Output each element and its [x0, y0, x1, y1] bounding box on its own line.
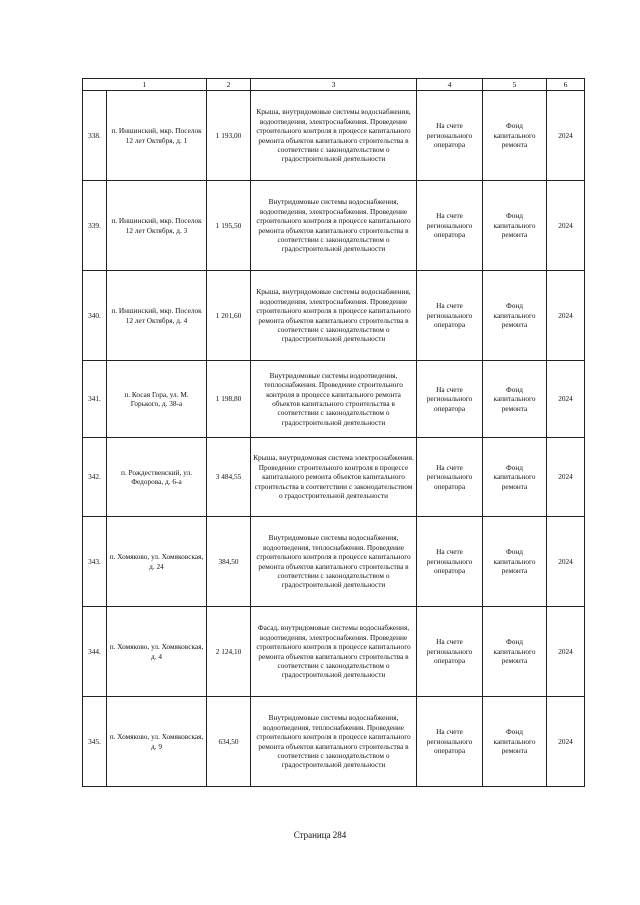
fund-cell: Фонд капитального ремонта: [483, 607, 547, 697]
funding-cell: На счете регионального оператора: [417, 438, 483, 517]
row-number: 340.: [83, 271, 107, 361]
address-cell: п. Хомяково, ул. Хомяковская, д. 24: [107, 517, 207, 607]
table-body: [83, 91, 585, 787]
works-cell: Внутридомовые системы водоснабжения, водоотведения, электроснабжения. Проведение строительного контроля в процессе капитального ремонта объектов капитального строительства в соответствии с законодательством о градостроительной деятельности: [251, 181, 417, 271]
fund-cell: Фонд капитального ремонта: [483, 697, 547, 787]
header-col-4: 4: [417, 79, 483, 91]
table-row: [83, 91, 585, 181]
fund-cell: Фонд капитального ремонта: [483, 181, 547, 271]
address-cell: п. Хомяково, ул. Хомяковская, д. 9: [107, 697, 207, 787]
table-row: [83, 517, 585, 607]
address-cell: п. Иншинский, мкр. Поселок 12 лет Октября, д. 1: [107, 91, 207, 181]
table-row: [83, 271, 585, 361]
works-cell: Внутридомовые системы водоснабжения, водоотведения, теплоснабжения. Проведение строительного контроля в процессе капитального ремонта объектов капитального строительства в соответствии с законодательством о градостроительной деятельности: [251, 697, 417, 787]
row-number: 345.: [83, 697, 107, 787]
header-col-2: 2: [207, 79, 251, 91]
area-cell: 1 198,80: [207, 361, 251, 438]
address-cell: п. Косая Гора, ул. М. Горького, д. 38-а: [107, 361, 207, 438]
table-row: [83, 361, 585, 438]
works-cell: Внутридомовые системы водоснабжения, водоотведения, теплоснабжения. Проведение строительного контроля в процессе капитального ремонта объектов капитального строительства в соответствии с законодательством о градостроительной деятельности: [251, 517, 417, 607]
address-cell: п. Хомяково, ул. Хомяковская, д. 4: [107, 607, 207, 697]
address-cell: п. Иншинский, мкр. Поселок 12 лет Октября, д. 3: [107, 181, 207, 271]
year-cell: 2024: [547, 607, 585, 697]
fund-cell: Фонд капитального ремонта: [483, 361, 547, 438]
row-number: 344.: [83, 607, 107, 697]
funding-cell: На счете регионального оператора: [417, 361, 483, 438]
table-row: [83, 607, 585, 697]
works-cell: Внутридомовые системы водоотведения, теплоснабжения. Проведение строительного контроля в процессе капитального ремонта объектов капитального строительства в соответствии с законодательством о градостроительной деятельности: [251, 361, 417, 438]
year-cell: 2024: [547, 438, 585, 517]
row-number: 341.: [83, 361, 107, 438]
header-col-5: 5: [483, 79, 547, 91]
year-cell: 2024: [547, 517, 585, 607]
year-cell: 2024: [547, 271, 585, 361]
address-cell: п. Рождественский, ул. Федорова, д. 6-а: [107, 438, 207, 517]
works-cell: Крыша, внутридомовые системы водоснабжения, водоотведения, электроснабжения. Проведение строительного контроля в процессе капитального ремонта объектов капитального строительства в соответствии с законодательством о градостроительной деятельности: [251, 91, 417, 181]
row-number: 343.: [83, 517, 107, 607]
row-number: 338.: [83, 91, 107, 181]
fund-cell: Фонд капитального ремонта: [483, 271, 547, 361]
year-cell: 2024: [547, 91, 585, 181]
year-cell: 2024: [547, 181, 585, 271]
row-number: 339.: [83, 181, 107, 271]
area-cell: 1 201,60: [207, 271, 251, 361]
works-cell: Фасад, внутридомовые системы водоснабжения, водоотведения, электроснабжения. Проведение строительного контроля в процессе капитального ремонта объектов капитального строительства в соответствии с законодательством о градостроительной деятельности: [251, 607, 417, 697]
fund-cell: Фонд капитального ремонта: [483, 517, 547, 607]
area-cell: 3 484,55: [207, 438, 251, 517]
table-row: [83, 697, 585, 787]
header-col-3: 3: [251, 79, 417, 91]
funding-cell: На счете регионального оператора: [417, 517, 483, 607]
funding-cell: На счете регионального оператора: [417, 91, 483, 181]
area-cell: 634,50: [207, 697, 251, 787]
area-cell: 1 193,00: [207, 91, 251, 181]
fund-cell: Фонд капитального ремонта: [483, 438, 547, 517]
works-cell: Крыша, внутридомовые системы водоснабжения, водоотведения, электроснабжения. Проведение строительного контроля в процессе капитального ремонта объектов капитального строительства в соответствии с законодательством о градостроительной деятельности: [251, 271, 417, 361]
funding-cell: На счете регионального оператора: [417, 607, 483, 697]
area-cell: 2 124,10: [207, 607, 251, 697]
address-cell: п. Иншинский, мкр. Поселок 12 лет Октября, д. 4: [107, 271, 207, 361]
year-cell: 2024: [547, 697, 585, 787]
row-number: 342.: [83, 438, 107, 517]
area-cell: 384,50: [207, 517, 251, 607]
repair-program-table: [82, 78, 585, 787]
area-cell: 1 195,50: [207, 181, 251, 271]
page-number: Страница 284: [293, 830, 347, 840]
funding-cell: На счете регионального оператора: [417, 181, 483, 271]
header-col-6: 6: [547, 79, 585, 91]
works-cell: Крыша, внутридомовая система электроснабжения. Проведение строительного контроля в процессе капитального ремонта объектов капитального строительства в соответствии с законодательством о градостроительной деятельности: [251, 438, 417, 517]
funding-cell: На счете регионального оператора: [417, 697, 483, 787]
table-row: [83, 438, 585, 517]
table-header: [83, 79, 585, 91]
table-row: [83, 181, 585, 271]
funding-cell: На счете регионального оператора: [417, 271, 483, 361]
header-col-1: 1: [83, 79, 207, 91]
fund-cell: Фонд капитального ремонта: [483, 91, 547, 181]
year-cell: 2024: [547, 361, 585, 438]
